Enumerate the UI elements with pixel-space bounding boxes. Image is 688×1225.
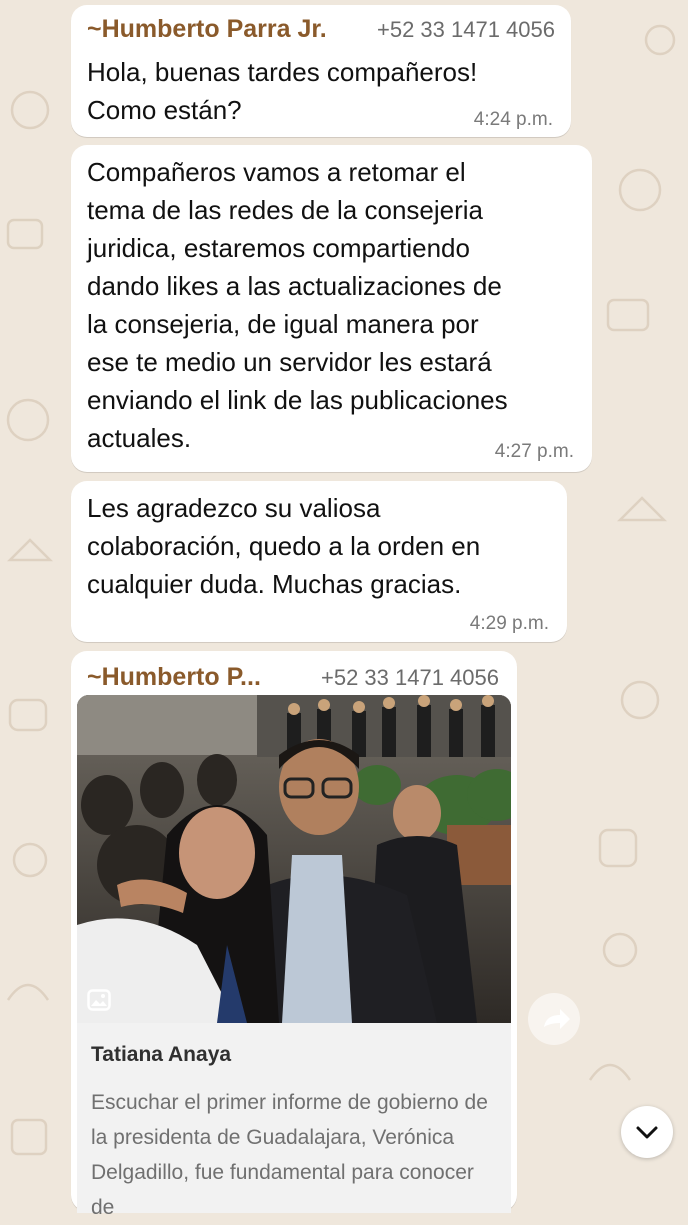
sender-phone: +52 33 1471 4056 — [320, 665, 499, 690]
link-preview[interactable] — [77, 1023, 511, 1219]
forward-arrow-icon — [528, 993, 580, 1045]
sender-phone: +52 33 1471 4056 — [376, 17, 555, 42]
image-icon — [87, 989, 111, 1011]
forward-button[interactable] — [528, 993, 580, 1045]
sender-name[interactable]: ~Humberto Parra Jr. — [87, 15, 327, 43]
message-bubble[interactable] — [71, 5, 571, 137]
photo-illustration — [77, 695, 511, 1023]
link-preview-description: Escuchar el primer informe de gobierno de la presidenta de Guadalajara, Verónica Delgadillo, fue fundamental para conocer de — [91, 1091, 488, 1219]
message-bubble[interactable] — [71, 481, 567, 642]
message-text: Hola, buenas tardes compañeros! Como están? — [87, 57, 478, 125]
sender-name[interactable]: ~Humberto P... — [87, 663, 261, 691]
link-message-bubble[interactable] — [71, 651, 517, 1219]
message-text: Les agradezco su valiosa colaboración, quedo a la orden en cualquier duda. Muchas gracias. — [87, 493, 481, 599]
scroll-to-bottom-button[interactable] — [621, 1106, 673, 1158]
message-time: 4:24 p.m. — [473, 109, 553, 130]
chevron-down-icon — [621, 1106, 673, 1158]
sender-row — [87, 663, 499, 697]
link-preview-title: Tatiana Anaya — [91, 1043, 232, 1066]
message-time: 4:29 p.m. — [469, 613, 549, 634]
link-preview-image[interactable] — [77, 695, 511, 1023]
message-bubble[interactable] — [71, 145, 592, 472]
sender-row — [87, 15, 555, 49]
message-time: 4:27 p.m. — [494, 441, 574, 462]
message-text: Compañeros vamos a retomar el tema de las redes de la consejeria juridica, estaremos compartiendo dando likes a las actualizaciones de la consejeria, de igual manera por ese te medio un servidor les estará enviando el link de las publicaciones actuales. — [87, 157, 508, 453]
